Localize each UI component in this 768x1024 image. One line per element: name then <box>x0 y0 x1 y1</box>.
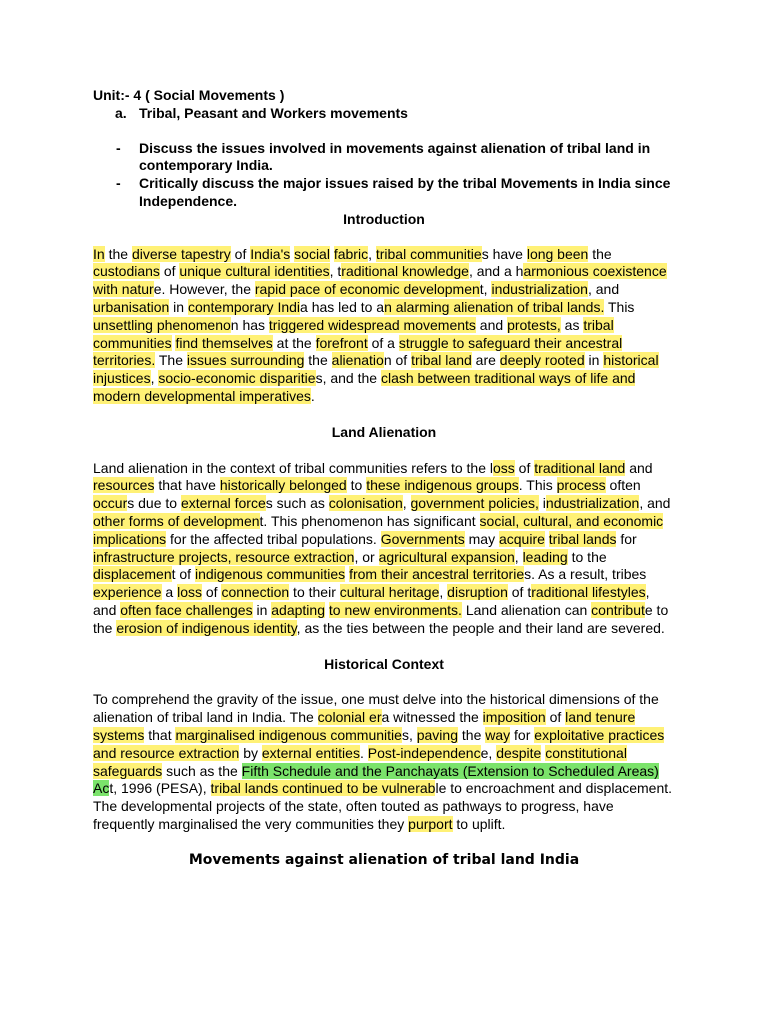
question-bullet: - <box>116 175 121 192</box>
text-run: , t <box>329 263 342 280</box>
unit-title: Unit:- 4 ( Social Movements ) <box>93 87 285 103</box>
highlighted-text: n alarming alienation of tribal lands. <box>384 298 605 315</box>
subheading <box>115 105 675 123</box>
text-run: , <box>368 245 376 262</box>
highlighted-text: adapting <box>271 601 325 618</box>
text-run: of <box>230 245 251 262</box>
text-run: t, <box>479 281 492 298</box>
highlighted-text: fabric <box>333 245 369 262</box>
text-run: for <box>616 530 637 547</box>
text-run: s, and the <box>315 370 381 387</box>
text-run: a has led to a <box>300 298 385 315</box>
section-heading-land-alienation: Land Alienation <box>331 423 437 440</box>
highlighted-text: industrialization <box>491 281 588 298</box>
highlighted-text: paving <box>416 726 458 743</box>
text-run: n of <box>383 352 412 369</box>
highlighted-text: process <box>556 477 606 494</box>
highlighted-text: traditional land <box>534 459 626 476</box>
highlighted-text: struggle to safeguard their ancestral territories. <box>93 334 623 369</box>
text-run: such as the <box>162 762 242 779</box>
text-run: s such as <box>265 495 329 512</box>
highlighted-text: external entities <box>261 744 360 761</box>
highlighted-text: unsettling phenomeno <box>93 316 231 333</box>
text-run: t of <box>171 566 195 583</box>
paragraph-historical-context <box>93 691 675 833</box>
text-run: in <box>584 352 604 369</box>
text-run: in <box>252 601 272 618</box>
highlighted-text: raditional knowledge <box>341 263 469 280</box>
highlighted-text: protests, <box>507 316 561 333</box>
text-run: n has <box>230 316 269 333</box>
highlighted-text: tribal land <box>411 352 472 369</box>
text-run: of <box>201 584 222 601</box>
text-run: s due to <box>127 495 181 512</box>
text-run: s. As a result, tribes <box>524 566 647 583</box>
highlighted-text: these indigenous groups <box>366 477 519 494</box>
paragraph-introduction <box>93 246 675 406</box>
highlighted-text: social <box>294 245 330 262</box>
highlighted-text: tribal lands continued to be vulnerab <box>210 780 436 797</box>
highlighted-text: land tenure systems <box>93 709 636 743</box>
text-run: , as the ties between the people and their land are severed. <box>296 619 665 636</box>
paragraph-land-alienation <box>93 460 675 638</box>
highlighted-text: historical injustices <box>93 352 659 387</box>
text-run: as <box>560 316 584 333</box>
section-heading-movements: Movements against alienation of tribal land India <box>188 851 580 868</box>
text-run: the <box>304 352 332 369</box>
question-text: Critically discuss the major issues raised by the tribal Movements in India since Independence. <box>139 175 671 209</box>
highlighted-text: often face challenges <box>120 601 253 618</box>
highlighted-text: way <box>485 726 511 743</box>
text-run: and <box>625 459 653 476</box>
spacer <box>93 834 675 852</box>
highlighted-text: colonial er <box>317 709 382 726</box>
highlighted-text: contribut <box>591 601 645 618</box>
highlighted-text: imposition <box>482 709 546 726</box>
highlighted-text: triggered widespread movements <box>268 316 476 333</box>
highlighted-text: Governments <box>380 530 465 547</box>
highlighted-text: armonious coexistence with natur <box>93 263 667 298</box>
highlighted-text: indigenous communities <box>194 566 346 583</box>
text-run: . <box>310 387 315 404</box>
text-run: and <box>475 316 508 333</box>
highlighted-text: erosion of indigenous identity <box>116 619 297 636</box>
highlighted-text: acquire <box>498 530 545 547</box>
highlighted-text: tribal communities <box>93 316 614 351</box>
highlighted-text: despite <box>496 744 542 761</box>
text-run: The <box>155 352 187 369</box>
text-run: i <box>538 495 546 512</box>
text-run: the <box>458 726 486 743</box>
text-run: . This <box>518 477 557 494</box>
text-run: This <box>604 298 635 315</box>
text-run: s have <box>481 245 527 262</box>
subheading-marker: a. <box>115 104 127 121</box>
highlighted-text: loss <box>177 584 202 601</box>
highlighted-text: displacemen <box>93 566 172 583</box>
text-run: t, 1996 (PESA), <box>109 780 211 797</box>
spacer <box>93 406 675 424</box>
section-heading-introduction: Introduction <box>343 210 425 227</box>
text-run: the <box>104 245 132 262</box>
highlighted-text: purport <box>408 815 453 832</box>
spacer <box>93 638 675 656</box>
text-run: that <box>144 726 176 743</box>
highlighted-text: In <box>93 245 105 262</box>
text-run: the <box>588 245 612 262</box>
document-page <box>93 87 675 869</box>
highlighted-text: external force <box>180 495 266 512</box>
highlighted-text: experience <box>93 584 162 601</box>
text-run: often <box>605 477 641 494</box>
highlighted-text: connection <box>221 584 290 601</box>
text-run: Land alienation can <box>461 601 592 618</box>
highlighted-text: custodians <box>93 263 160 280</box>
highlighted-text: exploitative practices and resource extraction <box>93 726 665 761</box>
text-run: to the <box>567 548 607 565</box>
text-run: , <box>402 495 411 512</box>
text-run: to <box>346 477 367 494</box>
highlighted-text: clash between traditional ways of life and modern developmental imperatives <box>93 370 636 404</box>
highlighted-text: disruption <box>447 584 508 601</box>
text-run: of <box>159 263 180 280</box>
highlighted-text: unique cultural identities <box>179 263 330 280</box>
highlighted-text: long been <box>526 245 589 262</box>
highlighted-text: alienatio <box>331 352 384 369</box>
highlighted-text: Post-independenc <box>367 744 481 761</box>
highlighted-text: oss <box>493 459 515 476</box>
text-run: , or <box>354 548 379 565</box>
text-run: of t <box>507 584 532 601</box>
text-run: are <box>471 352 500 369</box>
highlighted-text: diverse tapestry <box>131 245 231 262</box>
spacer <box>93 442 675 460</box>
section-heading-historical-context: Historical Context <box>324 655 444 672</box>
highlighted-text: raditional lifestyles <box>531 584 646 601</box>
highlighted-text: ndustrialization <box>545 495 640 512</box>
text-run: , <box>514 548 523 565</box>
text-run: e. However, the <box>153 281 255 298</box>
subheading-text: Tribal, Peasant and Workers movements <box>139 104 408 121</box>
text-run: le to encroachment and displacement. The developmental projects of the state, often touted as pathways to progress, have frequently marginalised the very communities they <box>93 780 673 832</box>
highlighted-text: urbanisation <box>93 298 170 315</box>
highlighted-text: infrastructure projects, resource extraction <box>93 548 355 565</box>
highlighted-text: to new environments. <box>328 601 462 618</box>
highlighted-text: historically belonged <box>219 477 347 494</box>
highlighted-text: India's <box>250 245 291 262</box>
text-run: of a <box>367 334 399 351</box>
text-run: in <box>169 298 188 315</box>
highlighted-text: cultural heritage <box>339 584 440 601</box>
highlighted-text: resources <box>93 477 155 494</box>
text-run: of <box>514 459 535 476</box>
highlighted-text: from their ancestral territorie <box>349 566 525 583</box>
text-run: t. This phenomenon has significant <box>259 512 480 529</box>
text-run: by <box>239 744 262 761</box>
text-run: . <box>359 744 368 761</box>
question-item <box>116 140 675 176</box>
question-text: Discuss the issues involved in movements against alienation of tribal land in contemporary India. <box>139 139 651 174</box>
highlighted-text: find themselves <box>175 334 273 351</box>
highlighted-text: rapid pace of economic developmen <box>254 281 480 298</box>
text-run: a witnessed the <box>381 709 483 726</box>
text-run: to uplift. <box>452 815 506 832</box>
spacer <box>93 229 675 246</box>
text-run: a <box>161 584 178 601</box>
text-run: , <box>150 370 159 387</box>
question-item <box>116 175 675 211</box>
highlighted-text: forefront <box>315 334 368 351</box>
highlighted-text: leading <box>522 548 568 565</box>
text-run: , and a h <box>468 263 524 280</box>
highlighted-text: contemporary Indi <box>187 298 301 315</box>
highlighted-text: issues surrounding <box>186 352 305 369</box>
text-run: s, <box>401 726 417 743</box>
text-run: that have <box>154 477 220 494</box>
highlighted-text-green: Fifth Schedule and the Panchayats (Extension to Scheduled Areas) Ac <box>93 762 659 797</box>
text-run: Land alienation in the context of tribal communities refers to the l <box>93 459 493 476</box>
text-run: e, <box>480 744 497 761</box>
highlighted-text: marginalised indigenous communitie <box>175 726 402 743</box>
text-run: may <box>464 530 499 547</box>
text-run: e to the <box>93 601 669 636</box>
spacer <box>93 673 675 691</box>
text-run: , and <box>587 281 620 298</box>
highlighted-text: social, cultural, and economic implications <box>93 512 664 547</box>
highlighted-text: deeply rooted <box>499 352 585 369</box>
text-run: , and <box>639 495 671 512</box>
highlighted-text: tribal lands <box>548 530 617 547</box>
text-run: , and <box>93 584 650 618</box>
spacer <box>93 123 675 140</box>
text-run: for the affected tribal populations. <box>166 530 381 547</box>
highlighted-text: agricultural expansion <box>378 548 515 565</box>
highlighted-text: occur <box>93 495 128 512</box>
highlighted-text: socio-economic disparitie <box>158 370 316 387</box>
highlighted-text: government policies, <box>410 495 539 512</box>
highlighted-text: other forms of developmen <box>93 512 260 529</box>
text-run: To comprehend the gravity of the issue, one must delve into the historical dimensions of the alienation of tribal land in India. The <box>93 691 659 726</box>
text-run: for <box>510 726 535 743</box>
question-bullet: - <box>116 139 121 156</box>
highlighted-text: colonisation <box>328 495 403 512</box>
highlighted-text: tribal communitie <box>375 245 482 262</box>
highlighted-text: constitutional safeguards <box>93 744 627 779</box>
text-run: , <box>439 584 448 601</box>
text-run: of <box>545 709 566 726</box>
text-run: to their <box>289 584 340 601</box>
text-run: at the <box>272 334 316 351</box>
